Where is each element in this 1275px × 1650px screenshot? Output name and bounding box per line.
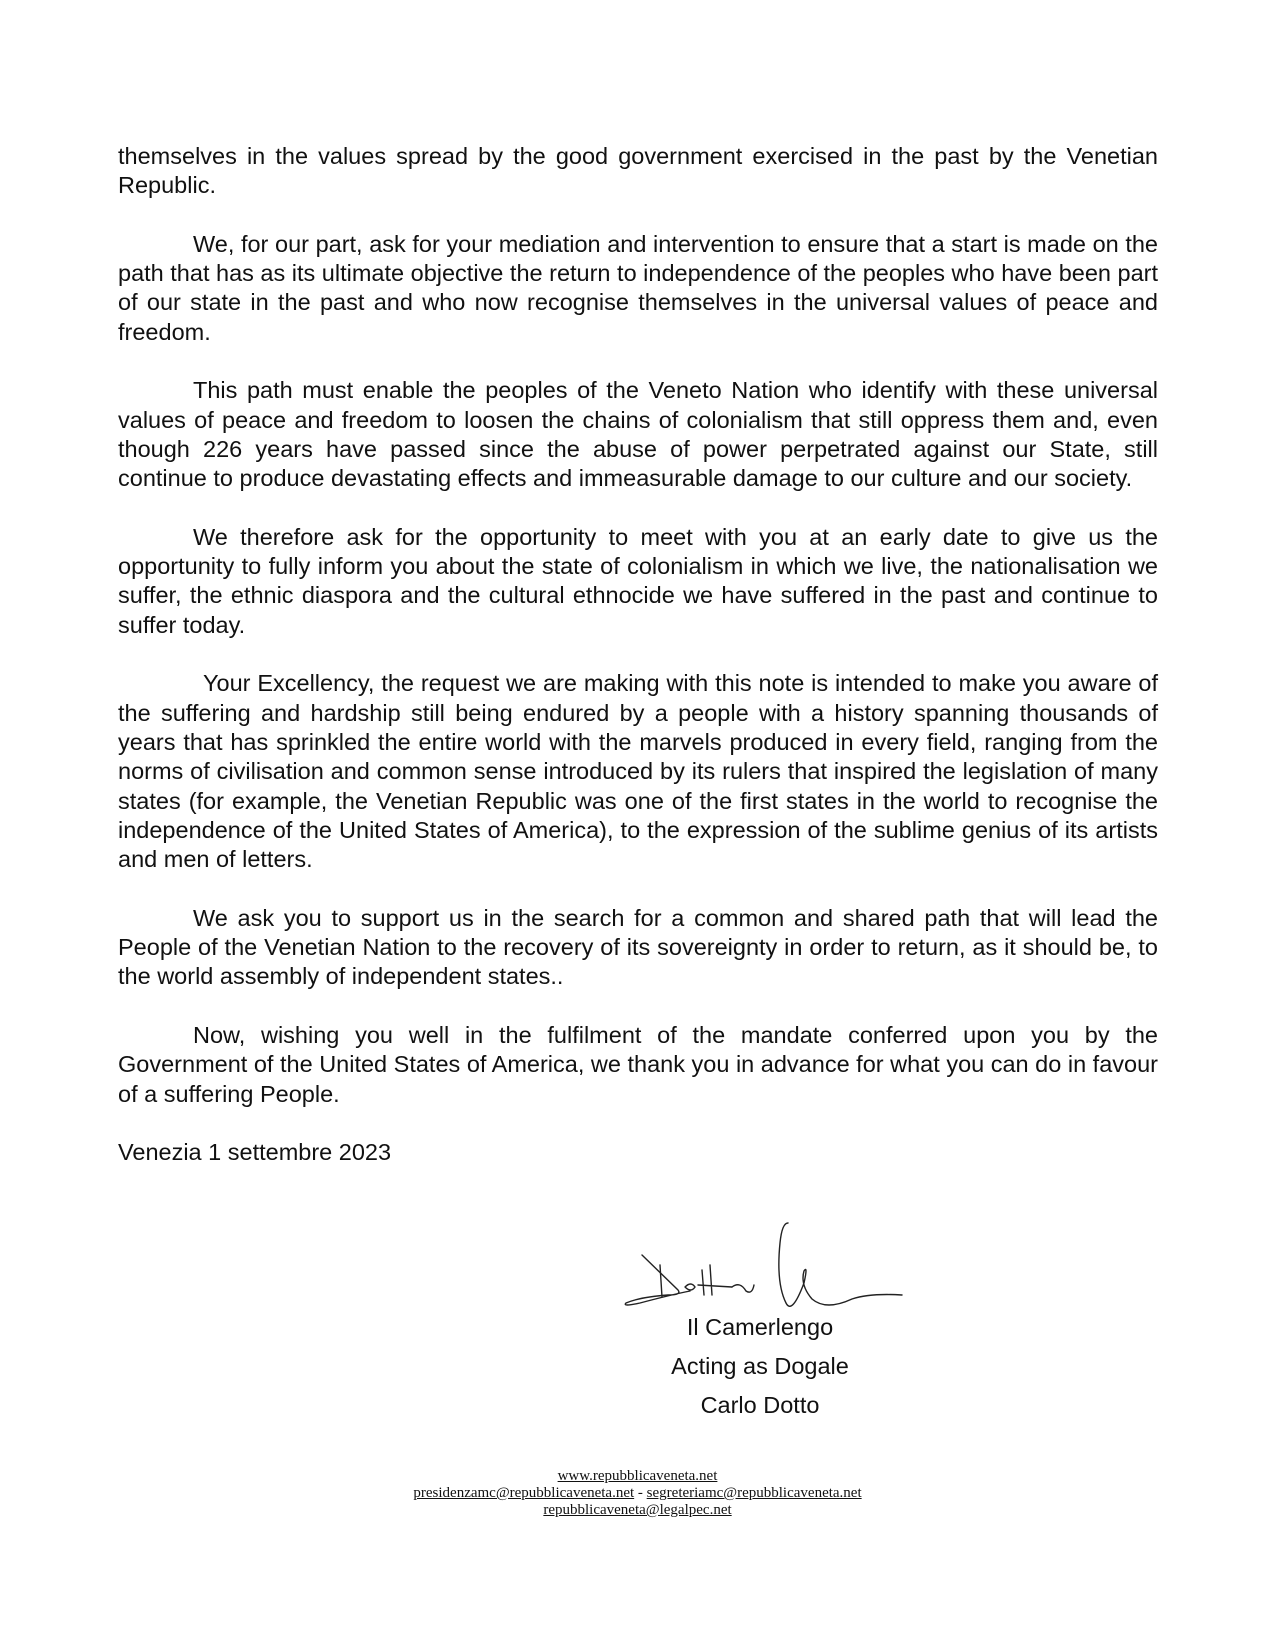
secretary-email-link[interactable]: segreteriamc@repubblicaveneta.net [646,1485,862,1501]
paragraph-1: themselves in the values spread by the good government exercised in the past by the Venetian Republic. [118,143,1158,199]
footer-separator: - [634,1485,647,1501]
paragraph-6: We ask you to support us in the search for a common and shared path that will lead the People of the Venetian Nation to the recovery of its sovereignty in order to return, as it should be, to the world assembly of independent states.. [118,904,1158,990]
paragraph-7: Now, wishing you well in the fulfilment of the mandate conferred upon you by the Government of the United States of America, we thank you in advance for what you can do in favour of a suffering People. [118,1021,1158,1107]
pec-email-link[interactable]: repubblicaveneta@legalpec.net [543,1502,732,1518]
date-line: Venezia 1 settembre 2023 [118,1139,392,1166]
signature-block [560,1215,960,1445]
paragraph-5: Your Excellency, the request we are making with this note is intended to make you aware of the suffering and hardship still being endured by a people with a history spanning thousands of years that has sprinkled the entire world with the marvels produced in every field, ranging from the norms of civilisation and common sense introduced by its rulers that inspired the legislation of many states (for example, the Venetian Republic was one of the first states in the world to recognise the independence of the United States of America), to the expression of the sublime genius of its artists and men of letters. [118,670,1158,873]
letter-body [118,142,1158,1197]
website-link[interactable]: www.repubblicaveneta.net [557,1468,718,1484]
letter-footer [0,1468,1275,1519]
paragraph-3: This path must enable the peoples of the Veneto Nation who identify with these universal values of peace and freedom to loosen the chains of colonialism that still oppress them and, even though 226 years have passed since the abuse of power perpetrated against our State, still continue to produce devastating effects and immeasurable damage to our culture and our society. [118,377,1158,492]
paragraph-4: We therefore ask for the opportunity to meet with you at an early date to give us the opportunity to fully inform you about the state of colonialism in which we live, the nationalisation we suffer, the ethnic diaspora and the cultural ethnocide we have suffered in the past and continue to suffer today. [118,523,1158,638]
signatory-role: Acting as Dogale [671,1353,849,1379]
president-email-link[interactable]: presidenzamc@repubblicaveneta.net [413,1485,635,1501]
signatory-name: Carlo Dotto [700,1392,820,1418]
signatory-title: Il Camerlengo [686,1314,834,1340]
paragraph-2: We, for our part, ask for your mediation and intervention to ensure that a start is made on the path that has as its ultimate objective the return to independence of the peoples who have been part of our state in the past and who now recognise themselves in the universal values of peace and freedom. [118,230,1158,345]
